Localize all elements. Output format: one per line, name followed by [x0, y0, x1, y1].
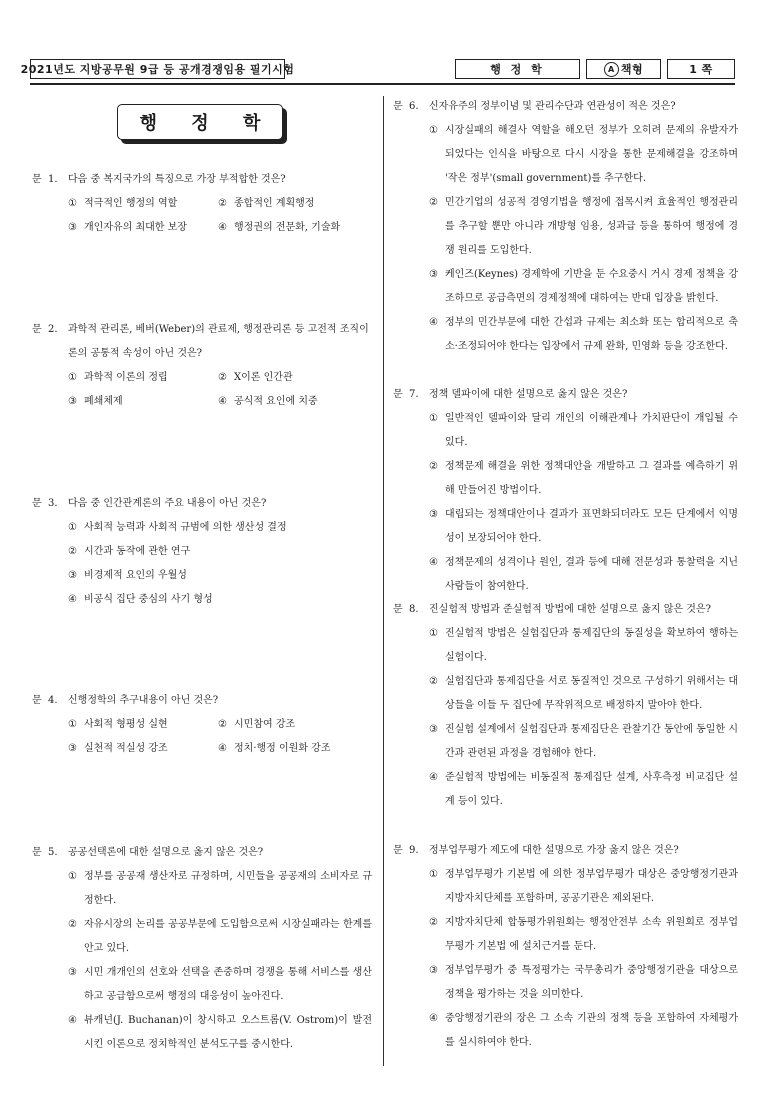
- option-text: 뷰캐넌(J. Buchanan)이 창시하고 오스트롬(V. Ostrom)이 발전시킨 이론으로 정치학적인 분석도구를 중시한다.: [84, 1015, 372, 1050]
- column-divider: [383, 96, 384, 1066]
- question-2: [32, 318, 372, 414]
- option-number: ①: [68, 372, 77, 383]
- subject-label: 행 정 학: [490, 63, 545, 76]
- question-4-stem: 신행정학의 추구내용이 아닌 것은?: [68, 695, 219, 706]
- option[interactable]: [429, 119, 738, 191]
- subject-title-box: [117, 104, 283, 140]
- option-text: 민간기업의 성공적 경영기법을 행정에 접목시켜 효율적인 행정관리를 추구할 뿐만 아니라 개방형 임용, 성과급 등을 통하여 행정에 경쟁 원리를 도입한다.: [445, 197, 738, 256]
- question-6-number: 문 6.: [393, 101, 419, 112]
- question-9: [393, 839, 738, 1055]
- option-text: 중앙행정기관의 장은 그 소속 기관의 정책 등을 포함하여 자체평가를 실시하여야 한다.: [445, 1013, 738, 1048]
- option-number: ③: [68, 396, 77, 407]
- option-text: 진실험적 방법은 실험집단과 통제집단의 동질성을 확보하여 행하는 실험이다.: [445, 628, 738, 663]
- question-4-number: 문 4.: [32, 695, 58, 706]
- option-text: 정책문제 해결을 위한 정책대안을 개발하고 그 결과를 예측하기 위해 만들어진 방법이다.: [445, 461, 738, 496]
- option[interactable]: [68, 961, 372, 1009]
- option-number: ②: [218, 719, 227, 730]
- option-text: 시민 개개인의 선호와 선택을 존중하며 경쟁을 통해 서비스를 생산하고 공급함으로써 행정의 대응성이 높아진다.: [84, 967, 372, 1002]
- option[interactable]: [68, 564, 372, 588]
- option-text: 실험집단과 통제집단을 서로 동질적인 것으로 구성하기 위해서는 대상들을 이들 두 집단에 무작위적으로 배정하지 말아야 한다.: [445, 676, 738, 711]
- option[interactable]: [429, 863, 738, 911]
- option-number: ④: [429, 1013, 438, 1024]
- option-number: ③: [429, 509, 438, 520]
- option[interactable]: [218, 737, 368, 761]
- option[interactable]: [429, 622, 738, 670]
- option-number: ③: [68, 967, 77, 978]
- question-3-stem: 다음 중 인간관계론의 주요 내용이 아닌 것은?: [68, 498, 267, 509]
- option-number: ①: [429, 869, 438, 880]
- option-text: 대립되는 정책대안이나 결과가 표면화되더라도 모든 단계에서 익명성이 보장되어야 한다.: [445, 509, 738, 544]
- question-1-stem: 다음 중 복지국가의 특징으로 가장 부적합한 것은?: [68, 174, 286, 185]
- question-1-head: [32, 168, 372, 192]
- booklet-mark-circle: A: [604, 62, 619, 77]
- option-number: ④: [429, 557, 438, 568]
- option[interactable]: [68, 865, 372, 913]
- option-text: 정책문제의 성격이나 원인, 결과 등에 대해 전문성과 통찰력을 지닌 사람들이 참여한다.: [445, 557, 738, 592]
- option-number: ②: [429, 461, 438, 472]
- option[interactable]: [68, 713, 218, 737]
- option-text: 시민참여 강조: [234, 719, 296, 730]
- option-text: 케인즈(Keynes) 경제학에 기반을 둔 수요중시 거시 경제 정책을 강조하므로 공급측면의 경제정책에 대하여는 반대 입장을 밝힌다.: [445, 269, 738, 304]
- question-5-head: [32, 841, 372, 865]
- option-number: ①: [68, 198, 77, 209]
- option-text: 사회적 능력과 사회적 규범에 의한 생산성 결정: [84, 522, 287, 533]
- option-number: ①: [429, 628, 438, 639]
- option[interactable]: [68, 1009, 372, 1057]
- option-text: 자유시장의 논리를 공공부문에 도입함으로써 시장실패라는 한계를 안고 있다.: [84, 919, 372, 954]
- option-number: ②: [218, 372, 227, 383]
- option[interactable]: [429, 503, 738, 551]
- option-number: ④: [68, 594, 77, 605]
- option[interactable]: [218, 216, 368, 240]
- question-7-number: 문 7.: [393, 389, 419, 400]
- question-9-stem: 정부업무평가 제도에 대한 설명으로 가장 옳지 않은 것은?: [429, 845, 679, 856]
- question-2-stem: 과학적 관리론, 베버(Weber)의 관료제, 행정관리론 등 고전적 조직이론의 공통적 속성이 아닌 것은?: [68, 324, 369, 359]
- header-rule: [30, 83, 735, 85]
- question-8-head: [393, 598, 738, 622]
- option-number: ③: [68, 570, 77, 581]
- option-number: ①: [68, 871, 77, 882]
- option-text: 준실험적 방법에는 비동질적 통제집단 설계, 사후측정 비교집단 설계 등이 있다.: [445, 772, 738, 807]
- exam-title: 2021년도 지방공무원 9급 등 공개경쟁임용 필기시험: [20, 63, 295, 76]
- option-number: ③: [429, 724, 438, 735]
- option-number: ②: [429, 917, 438, 928]
- option[interactable]: [429, 959, 738, 1007]
- option[interactable]: [429, 766, 738, 814]
- question-7-stem: 정책 델파이에 대한 설명으로 옳지 않은 것은?: [429, 389, 628, 400]
- question-3-head: [32, 492, 372, 516]
- question-2-head: [32, 318, 372, 366]
- option-text: 과학적 이론의 정립: [84, 372, 168, 383]
- question-9-number: 문 9.: [393, 845, 419, 856]
- booklet-type-box: [586, 59, 661, 79]
- question-1: [32, 168, 372, 240]
- option-number: ④: [218, 222, 227, 233]
- option[interactable]: [429, 911, 738, 959]
- question-4-options: [68, 713, 372, 761]
- option[interactable]: [218, 713, 368, 737]
- option-text: 적극적인 행정의 역할: [84, 198, 178, 209]
- option-number: ③: [68, 222, 77, 233]
- option-text: X이론 인간관: [234, 372, 293, 383]
- question-6-head: [393, 95, 738, 119]
- option-text: 비공식 집단 중심의 사기 형성: [84, 594, 213, 605]
- question-8-number: 문 8.: [393, 604, 419, 615]
- option[interactable]: [429, 455, 738, 503]
- question-5-stem: 공공선택론에 대한 설명으로 옳지 않은 것은?: [68, 847, 264, 858]
- question-8: [393, 598, 738, 814]
- question-1-number: 문 1.: [32, 174, 58, 185]
- option[interactable]: [218, 366, 368, 390]
- question-4: [32, 689, 372, 761]
- option-number: ①: [68, 719, 77, 730]
- option-text: 행정권의 전문화, 기술화: [234, 222, 341, 233]
- option-text: 시간과 동작에 관한 연구: [84, 546, 191, 557]
- option[interactable]: [218, 390, 368, 414]
- option-text: 폐쇄체제: [84, 396, 123, 407]
- page-number-box: [667, 59, 735, 79]
- option-text: 정부를 공공재 생산자로 규정하며, 시민들을 공공재의 소비자로 규정한다.: [84, 871, 372, 906]
- option[interactable]: [68, 390, 218, 414]
- question-7: [393, 383, 738, 599]
- option-number: ③: [429, 965, 438, 976]
- question-3: [32, 492, 372, 612]
- option[interactable]: [68, 216, 218, 240]
- question-4-head: [32, 689, 372, 713]
- question-8-stem: 진실험적 방법과 준실험적 방법에 대한 설명으로 옳지 않은 것은?: [429, 604, 711, 615]
- option-number: ④: [429, 317, 438, 328]
- option[interactable]: [429, 718, 738, 766]
- question-3-number: 문 3.: [32, 498, 58, 509]
- question-6-stem: 신자유주의 정부이념 및 관리수단과 연관성이 적은 것은?: [429, 101, 676, 112]
- question-9-head: [393, 839, 738, 863]
- option-number: ①: [429, 413, 438, 424]
- option[interactable]: [68, 737, 218, 761]
- exam-title-box: [20, 59, 295, 79]
- option-number: ④: [429, 772, 438, 783]
- question-2-number: 문 2.: [32, 324, 58, 335]
- option-text: 사회적 형평성 실현: [84, 719, 168, 730]
- option-text: 지방자치단체 합동평가위원회는 행정안전부 소속 위원회로 정부업무평가 기본법 에 설치근거를 둔다.: [445, 917, 738, 952]
- question-1-options: [68, 192, 372, 240]
- option-text: 일반적인 델파이와 달리 개인의 이해관계나 가치판단이 개입될 수 있다.: [445, 413, 738, 448]
- option-number: ②: [68, 546, 77, 557]
- option[interactable]: [429, 407, 738, 455]
- option[interactable]: [218, 192, 368, 216]
- question-5: [32, 841, 372, 1057]
- option-text: 공식적 요인에 치중: [234, 396, 318, 407]
- option-number: ③: [68, 743, 77, 754]
- option-text: 정부업무평가 중 특정평가는 국무총리가 중앙행정기관을 대상으로 정책을 평가하는 것을 의미한다.: [445, 965, 738, 1000]
- option[interactable]: [429, 191, 738, 263]
- page-number: 1 쪽: [689, 63, 713, 76]
- option[interactable]: [68, 192, 218, 216]
- option[interactable]: [429, 1007, 738, 1055]
- booklet-type-label: 책형: [620, 63, 644, 76]
- option-text: 종합적인 계획행정: [234, 198, 315, 209]
- option[interactable]: [68, 366, 218, 390]
- option-text: 정부의 민간부문에 대한 간섭과 규제는 최소화 또는 합리적으로 축소·조정되어야 한다는 입장에서 규제 완화, 민영화 등을 강조한다.: [445, 317, 738, 352]
- option-number: ②: [429, 676, 438, 687]
- option-number: ②: [429, 197, 438, 208]
- option-text: 개인자유의 최대한 보장: [84, 222, 187, 233]
- option-text: 비경제적 요인의 우월성: [84, 570, 187, 581]
- option[interactable]: [429, 311, 738, 359]
- option[interactable]: [68, 588, 372, 612]
- option[interactable]: [68, 516, 372, 540]
- subject-title: 행 정 학: [139, 113, 275, 134]
- option-number: ②: [68, 919, 77, 930]
- option-number: ④: [218, 743, 227, 754]
- option-number: ②: [218, 198, 227, 209]
- option-text: 실천적 적실성 강조: [84, 743, 168, 754]
- option-number: ①: [68, 522, 77, 533]
- option-text: 시장실패의 해결사 역할을 해오던 정부가 오히려 문제의 유발자가 되었다는 인식을 바탕으로 다시 시장을 통한 문제해결을 강조하며 '작은 정부'(small government)를 추구한다.: [445, 125, 738, 184]
- option-text: 정치·행정 이원화 강조: [234, 743, 331, 754]
- option-number: ①: [429, 125, 438, 136]
- question-6: [393, 95, 738, 359]
- option[interactable]: [68, 913, 372, 961]
- option-number: ④: [68, 1015, 77, 1026]
- option-number: ③: [429, 269, 438, 280]
- option[interactable]: [429, 670, 738, 718]
- option[interactable]: [429, 263, 738, 311]
- question-7-head: [393, 383, 738, 407]
- subject-box: [455, 59, 580, 79]
- option-text: 정부업무평가 기본법 에 의한 정부업무평가 대상은 중앙행정기관과 지방자치단체를 포함하며, 공공기관은 제외된다.: [445, 869, 738, 904]
- question-5-number: 문 5.: [32, 847, 58, 858]
- option[interactable]: [68, 540, 372, 564]
- option[interactable]: [429, 551, 738, 599]
- option-number: ④: [218, 396, 227, 407]
- question-2-options: [68, 366, 372, 414]
- option-text: 진실험 설계에서 실험집단과 통제집단은 관찰기간 동안에 동일한 시간과 관련된 과정을 경험해야 한다.: [445, 724, 738, 759]
